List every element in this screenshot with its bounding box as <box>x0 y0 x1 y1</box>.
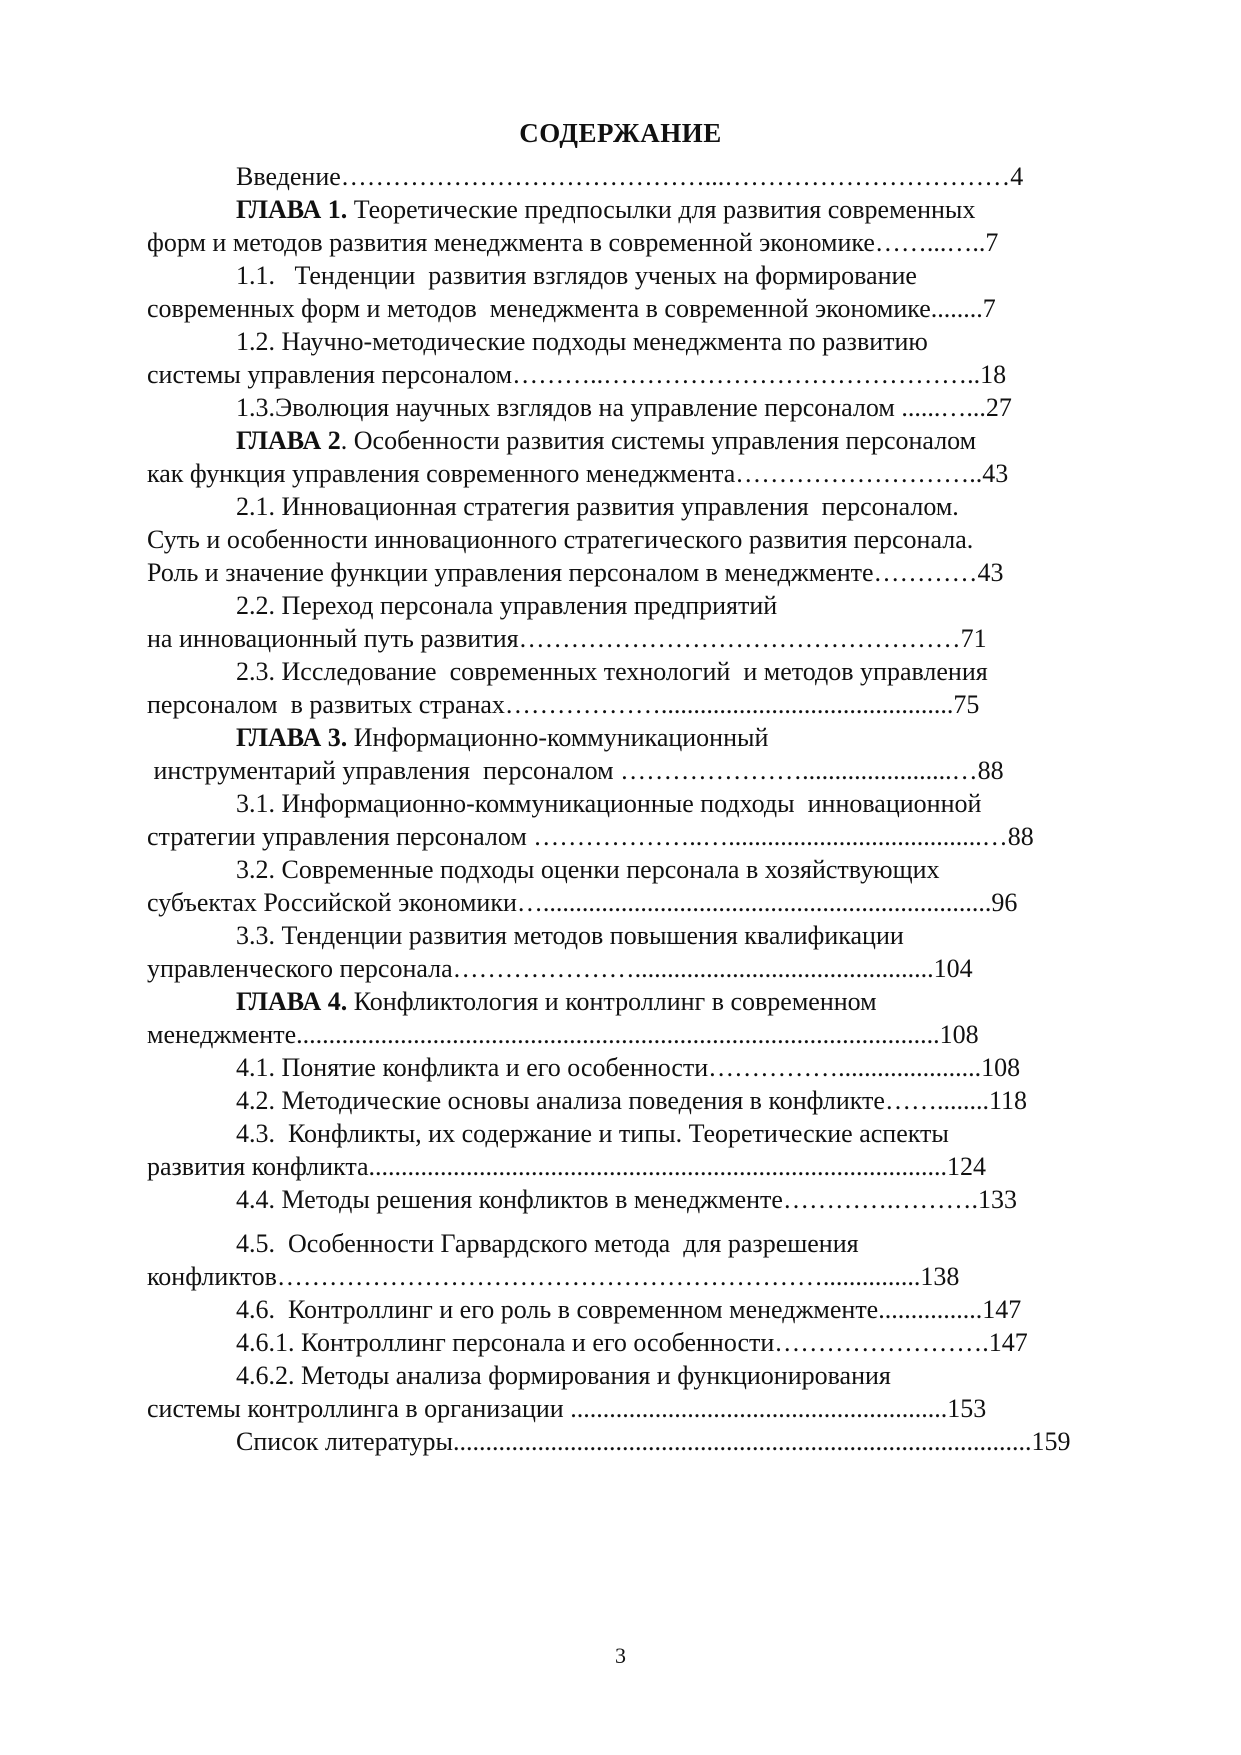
toc-entry-continuation: Суть и особенности инновационного стратегического развития персонала. <box>147 525 974 554</box>
toc-entry-continuation: на инновационный путь развития……………………………………………71 <box>147 624 987 653</box>
chapter-label: ГЛАВА 3. <box>236 723 348 752</box>
toc-entry-introduction: Введение……………………………………...……………………………4 <box>236 162 1024 191</box>
chapter-label: ГЛАВА 1. <box>236 195 348 224</box>
toc-entry-4-6: 4.6. Контроллинг и его роль в современном менеджменте................147 <box>236 1295 1022 1324</box>
toc-entry-chapter-3 <box>236 721 768 755</box>
page-title: СОДЕРЖАНИЕ <box>519 118 722 148</box>
toc-entry-continuation: персоналом в развитых странах……………….............................................75 <box>147 690 980 719</box>
toc-entry-2-1: 2.1. Инновационная стратегия развития управления персоналом. <box>236 492 959 521</box>
toc-entry-2-2: 2.2. Переход персонала управления предприятий <box>236 591 778 620</box>
toc-entry-continuation: менеджменте...................................................................................................108 <box>147 1020 979 1049</box>
chapter-label: ГЛАВА 4. <box>236 987 348 1016</box>
toc-entry-continuation: как функция управления современного менеджмента………………………..43 <box>147 459 1009 488</box>
chapter-title: . Особенности развития системы управления персоналом <box>340 426 977 455</box>
chapter-label: ГЛАВА 2 <box>236 426 341 455</box>
toc-entry-4-6-1: 4.6.1. Контроллинг персонала и его особенности…………………….147 <box>236 1328 1028 1357</box>
toc-entry-3-3: 3.3. Тенденции развития методов повышения квалификации <box>236 921 904 950</box>
toc-entry-continuation: Роль и значение функции управления персоналом в менеджменте…………43 <box>147 558 1004 587</box>
toc-entry-continuation: инструментарий управления персоналом ………………….......................…88 <box>147 756 1004 785</box>
toc-entry-continuation: современных форм и методов менеджмента в современной экономике........7 <box>147 294 996 323</box>
toc-entry-continuation: системы контроллинга в организации ..........................................................153 <box>147 1394 987 1423</box>
toc-entry-4-5: 4.5. Особенности Гарвардского метода для разрешения <box>236 1229 859 1258</box>
toc-entry-continuation: форм и методов развития менеджмента в современной экономике……...…..7 <box>147 228 999 257</box>
toc-entry-continuation: конфликтов………………………………………………………...............138 <box>147 1262 960 1291</box>
toc-entry-3-1: 3.1. Информационно-коммуникационные подходы инновационной <box>236 789 982 818</box>
toc-entry-continuation: стратегии управления персоналом ………………..….......................................…88 <box>147 822 1034 851</box>
toc-entry-continuation: развития конфликта.........................................................................................124 <box>147 1152 987 1181</box>
toc-entry-chapter-4 <box>236 985 877 1019</box>
toc-entry-4-1: 4.1. Понятие конфликта и его особенности……………......................108 <box>236 1053 1021 1082</box>
toc-entry-continuation: управленческого персонала…………………..............................................104 <box>147 954 973 983</box>
toc-entry-1-2: 1.2. Научно-методические подходы менеджмента по развитию <box>236 327 928 356</box>
chapter-title: Информационно-коммуникационный <box>347 723 769 752</box>
page-number: 3 <box>615 1643 626 1668</box>
toc-entry-1-3: 1.3.Эволюция научных взглядов на управление персоналом ......…...27 <box>236 393 1012 422</box>
toc-entry-continuation: субъектах Российской экономики….....................................................................96 <box>147 888 1018 917</box>
toc-entry-chapter-1 <box>236 193 975 227</box>
toc-entry-continuation: системы управления персоналом………..……………………………………..18 <box>147 360 1007 389</box>
toc-entry-4-2: 4.2. Методические основы анализа поведения в конфликте……........118 <box>236 1086 1027 1115</box>
toc-entry-4-6-2: 4.6.2. Методы анализа формирования и функционирования <box>236 1361 891 1390</box>
toc-entry-3-2: 3.2. Современные подходы оценки персонала в хозяйствующих <box>236 855 940 884</box>
toc-entry-2-3: 2.3. Исследование современных технологий и методов управления <box>236 657 988 686</box>
toc-entry-bibliography: Список литературы.........................................................................................159 <box>236 1427 1071 1456</box>
chapter-title: Теоретические предпосылки для развития современных <box>347 195 976 224</box>
toc-entry-1-1: 1.1. Тенденции развития взглядов ученых на формирование <box>236 261 917 290</box>
toc-entry-4-3: 4.3. Конфликты, их содержание и типы. Теоретические аспекты <box>236 1119 949 1148</box>
toc-entry-4-4: 4.4. Методы решения конфликтов в менеджменте………….……….133 <box>236 1185 1017 1214</box>
chapter-title: Конфликтология и контроллинг в современном <box>347 987 877 1016</box>
toc-entry-chapter-2 <box>236 424 976 458</box>
